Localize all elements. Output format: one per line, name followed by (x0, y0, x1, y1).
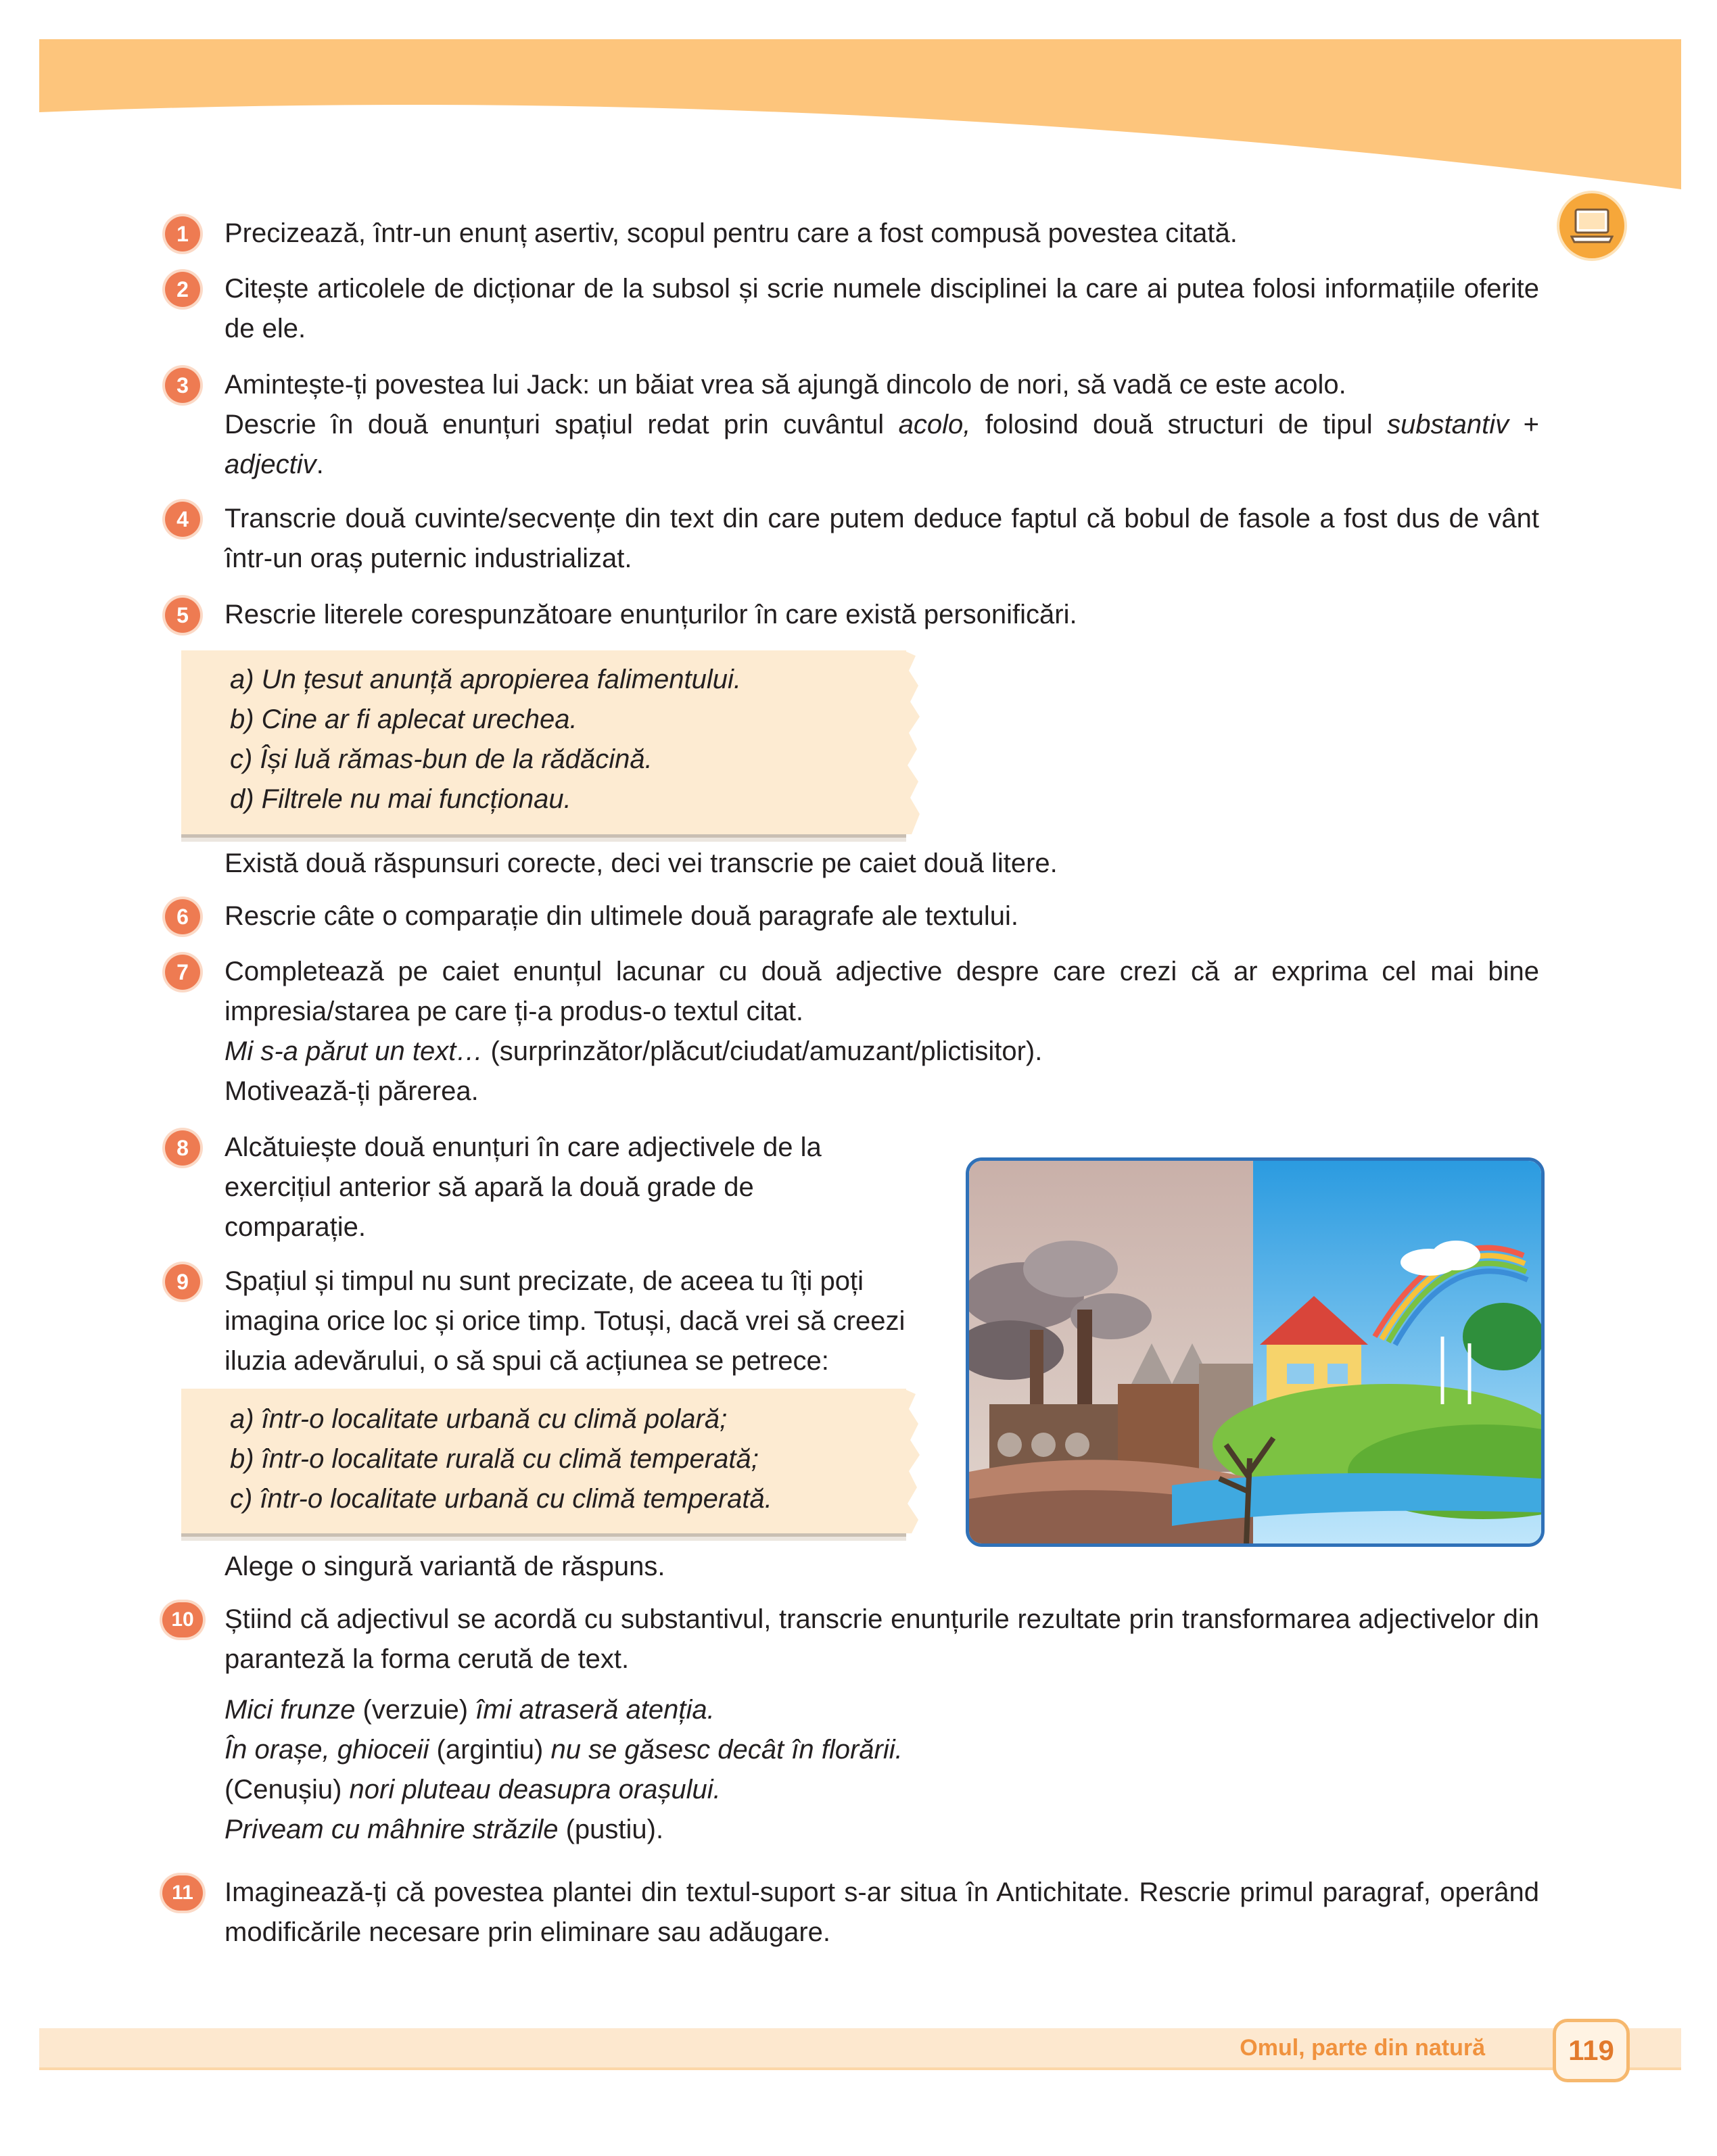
option-line: d) Filtrele nu mai funcționau. (230, 784, 571, 814)
option-line: a) într-o localitate urbană cu climă polară; (230, 1404, 728, 1434)
exercise-line: comparație. (225, 1212, 366, 1242)
option-line: a) Un țesut anunță apropierea falimentului. (230, 665, 742, 694)
exercise-line: Alcătuiește două enunțuri în care adjectivele de la (225, 1132, 822, 1162)
text-run: (argintiu) (429, 1735, 551, 1765)
text-run: Descrie în două enunțuri spațiul redat prin cuvântul (225, 410, 899, 439)
exercise-number: 7 (165, 955, 200, 990)
torn-edge (903, 1389, 924, 1533)
example-sentence (225, 1770, 1539, 1810)
option-line: c) Își luă rămas-bun de la rădăcină. (230, 744, 653, 774)
exercise-number: 8 (165, 1130, 200, 1166)
text-run-italic: nu se găsesc decât în florării. (550, 1735, 903, 1765)
text-run: . (316, 450, 324, 479)
exercise-text (225, 1873, 1539, 1953)
exercise-line: Citește articolele de dicționar de la subsol și scrie numele disciplinei la care ai putea folosi informațiile oferite de ele. (225, 274, 1539, 343)
text-run: (surprinzător/plăcut/ciudat/amuzant/plictisitor). (483, 1036, 1043, 1066)
exercise-text (225, 365, 1539, 485)
pollution-vs-nature-illustration (966, 1157, 1545, 1547)
page-number: 119 (1553, 2019, 1630, 2082)
exercise-line: Spațiul și timpul nu sunt precizate, de aceea tu îți poți (225, 1266, 864, 1296)
text-run: + (1509, 410, 1539, 439)
text-run: (pustiu). (558, 1815, 664, 1844)
exercise-text (225, 952, 1539, 1111)
exercise-line: Există două răspunsuri corecte, deci vei transcrie pe caiet două litere. (225, 848, 1058, 878)
exercise-text (225, 844, 1539, 884)
exercise-number: 9 (165, 1264, 200, 1299)
exercise-line: Transcrie două cuvinte/secvențe din text din care putem deduce faptul că bobul de fasole a fost dus de vânt într-un oraș puternic industrializat. (225, 504, 1539, 573)
exercise-line: imagina orice loc și orice timp. Totuși, dacă vrei să creezi (225, 1306, 905, 1336)
exercise-line: Precizează, într-un enunț asertiv, scopul pentru care a fost compusă povestea citată. (225, 218, 1238, 248)
exercise-text (225, 499, 1539, 579)
text-run-italic: adjectiv (225, 450, 316, 479)
example-sentence (225, 1810, 1539, 1850)
exercise-text (225, 1600, 1539, 1679)
text-run: folosind două structuri de tipul (970, 410, 1388, 439)
text-run-italic: În orașe, ghioceii (225, 1735, 429, 1765)
exercise-line (225, 405, 1539, 485)
option-line: c) într-o localitate urbană cu climă temperată. (230, 1484, 772, 1514)
header-band (39, 39, 1681, 195)
exercise-line: Completează pe caiet enunțul lacunar cu două adjective despre care crezi că ar exprima cel mai bine impresia/starea pe care ți-a produs-o textul citat. (225, 957, 1539, 1026)
laptop-icon (1559, 193, 1624, 258)
text-run-italic: substantiv (1387, 410, 1509, 439)
exercise-line (225, 1032, 1539, 1072)
exercise-line: Știind că adjectivul se acordă cu substantivul, transcrie enunțurile rezultate prin transformarea adjectivelor din paranteză la forma cerută de text. (225, 1604, 1539, 1674)
chapter-title: Omul, parte din natură (1240, 2035, 1485, 2061)
text-run-italic: îmi atraseră atenția. (475, 1695, 715, 1725)
text-run-italic: Mici frunze (225, 1695, 356, 1725)
exercise-number: 5 (165, 598, 200, 633)
exercise-line: Motivează-ți părerea. (225, 1076, 479, 1106)
exercise-text (225, 1547, 1539, 1587)
exercise-text (225, 1128, 941, 1247)
text-run: (Cenușiu) (225, 1775, 350, 1804)
exercise-text (225, 1262, 941, 1381)
exercise-line: Rescrie literele corespunzătoare enunțurilor în care există personificări. (225, 600, 1077, 629)
exercise-text (225, 595, 1539, 635)
exercise-line: Rescrie câte o comparație din ultimele două paragrafe ale textului. (225, 901, 1018, 931)
exercise-line: iluzia adevărului, o să spui că acțiunea se petrece: (225, 1346, 829, 1376)
exercise-text (225, 214, 1539, 254)
options-note (181, 650, 906, 838)
option-line: b) într-o localitate rurală cu climă temperată; (230, 1444, 759, 1474)
exercise-line: Imaginează-ți că povestea plantei din textul-suport s-ar situa în Antichitate. Rescrie primul paragraf, operând modificările necesare prin eliminare sau adăugare. (225, 1877, 1539, 1947)
text-run-italic: Priveam cu mâhnire străzile (225, 1815, 559, 1844)
exercise-number: 6 (165, 899, 200, 934)
exercise-number: 11 (162, 1875, 203, 1911)
exercise-number: 2 (165, 272, 200, 307)
options-note (181, 1389, 906, 1537)
exercise-text (225, 269, 1539, 349)
exercise-number: 10 (162, 1602, 203, 1637)
exercise-line: exercițiul anterior să apară la două grade de (225, 1172, 754, 1202)
exercise-number: 1 (165, 216, 200, 251)
text-run: (verzuie) (355, 1695, 476, 1725)
exercise-number: 4 (165, 502, 200, 537)
exercise-text (225, 896, 1539, 936)
footer-line (39, 2067, 1681, 2070)
exercise-line: Alege o singură variantă de răspuns. (225, 1552, 665, 1581)
text-run-italic: Mi s-a părut un text… (225, 1036, 484, 1066)
exercise-line: Amintește-ți povestea lui Jack: un băiat vrea să ajungă dincolo de nori, să vadă ce este acolo. (225, 370, 1346, 400)
exercise-number: 3 (165, 368, 200, 403)
torn-edge (903, 650, 924, 834)
example-sentence (225, 1690, 1539, 1730)
option-line: b) Cine ar fi aplecat urechea. (230, 704, 578, 734)
text-run-italic: acolo, (898, 410, 971, 439)
example-sentences (225, 1690, 1539, 1850)
text-run-italic: nori pluteau deasupra orașului. (349, 1775, 721, 1804)
example-sentence (225, 1730, 1539, 1770)
